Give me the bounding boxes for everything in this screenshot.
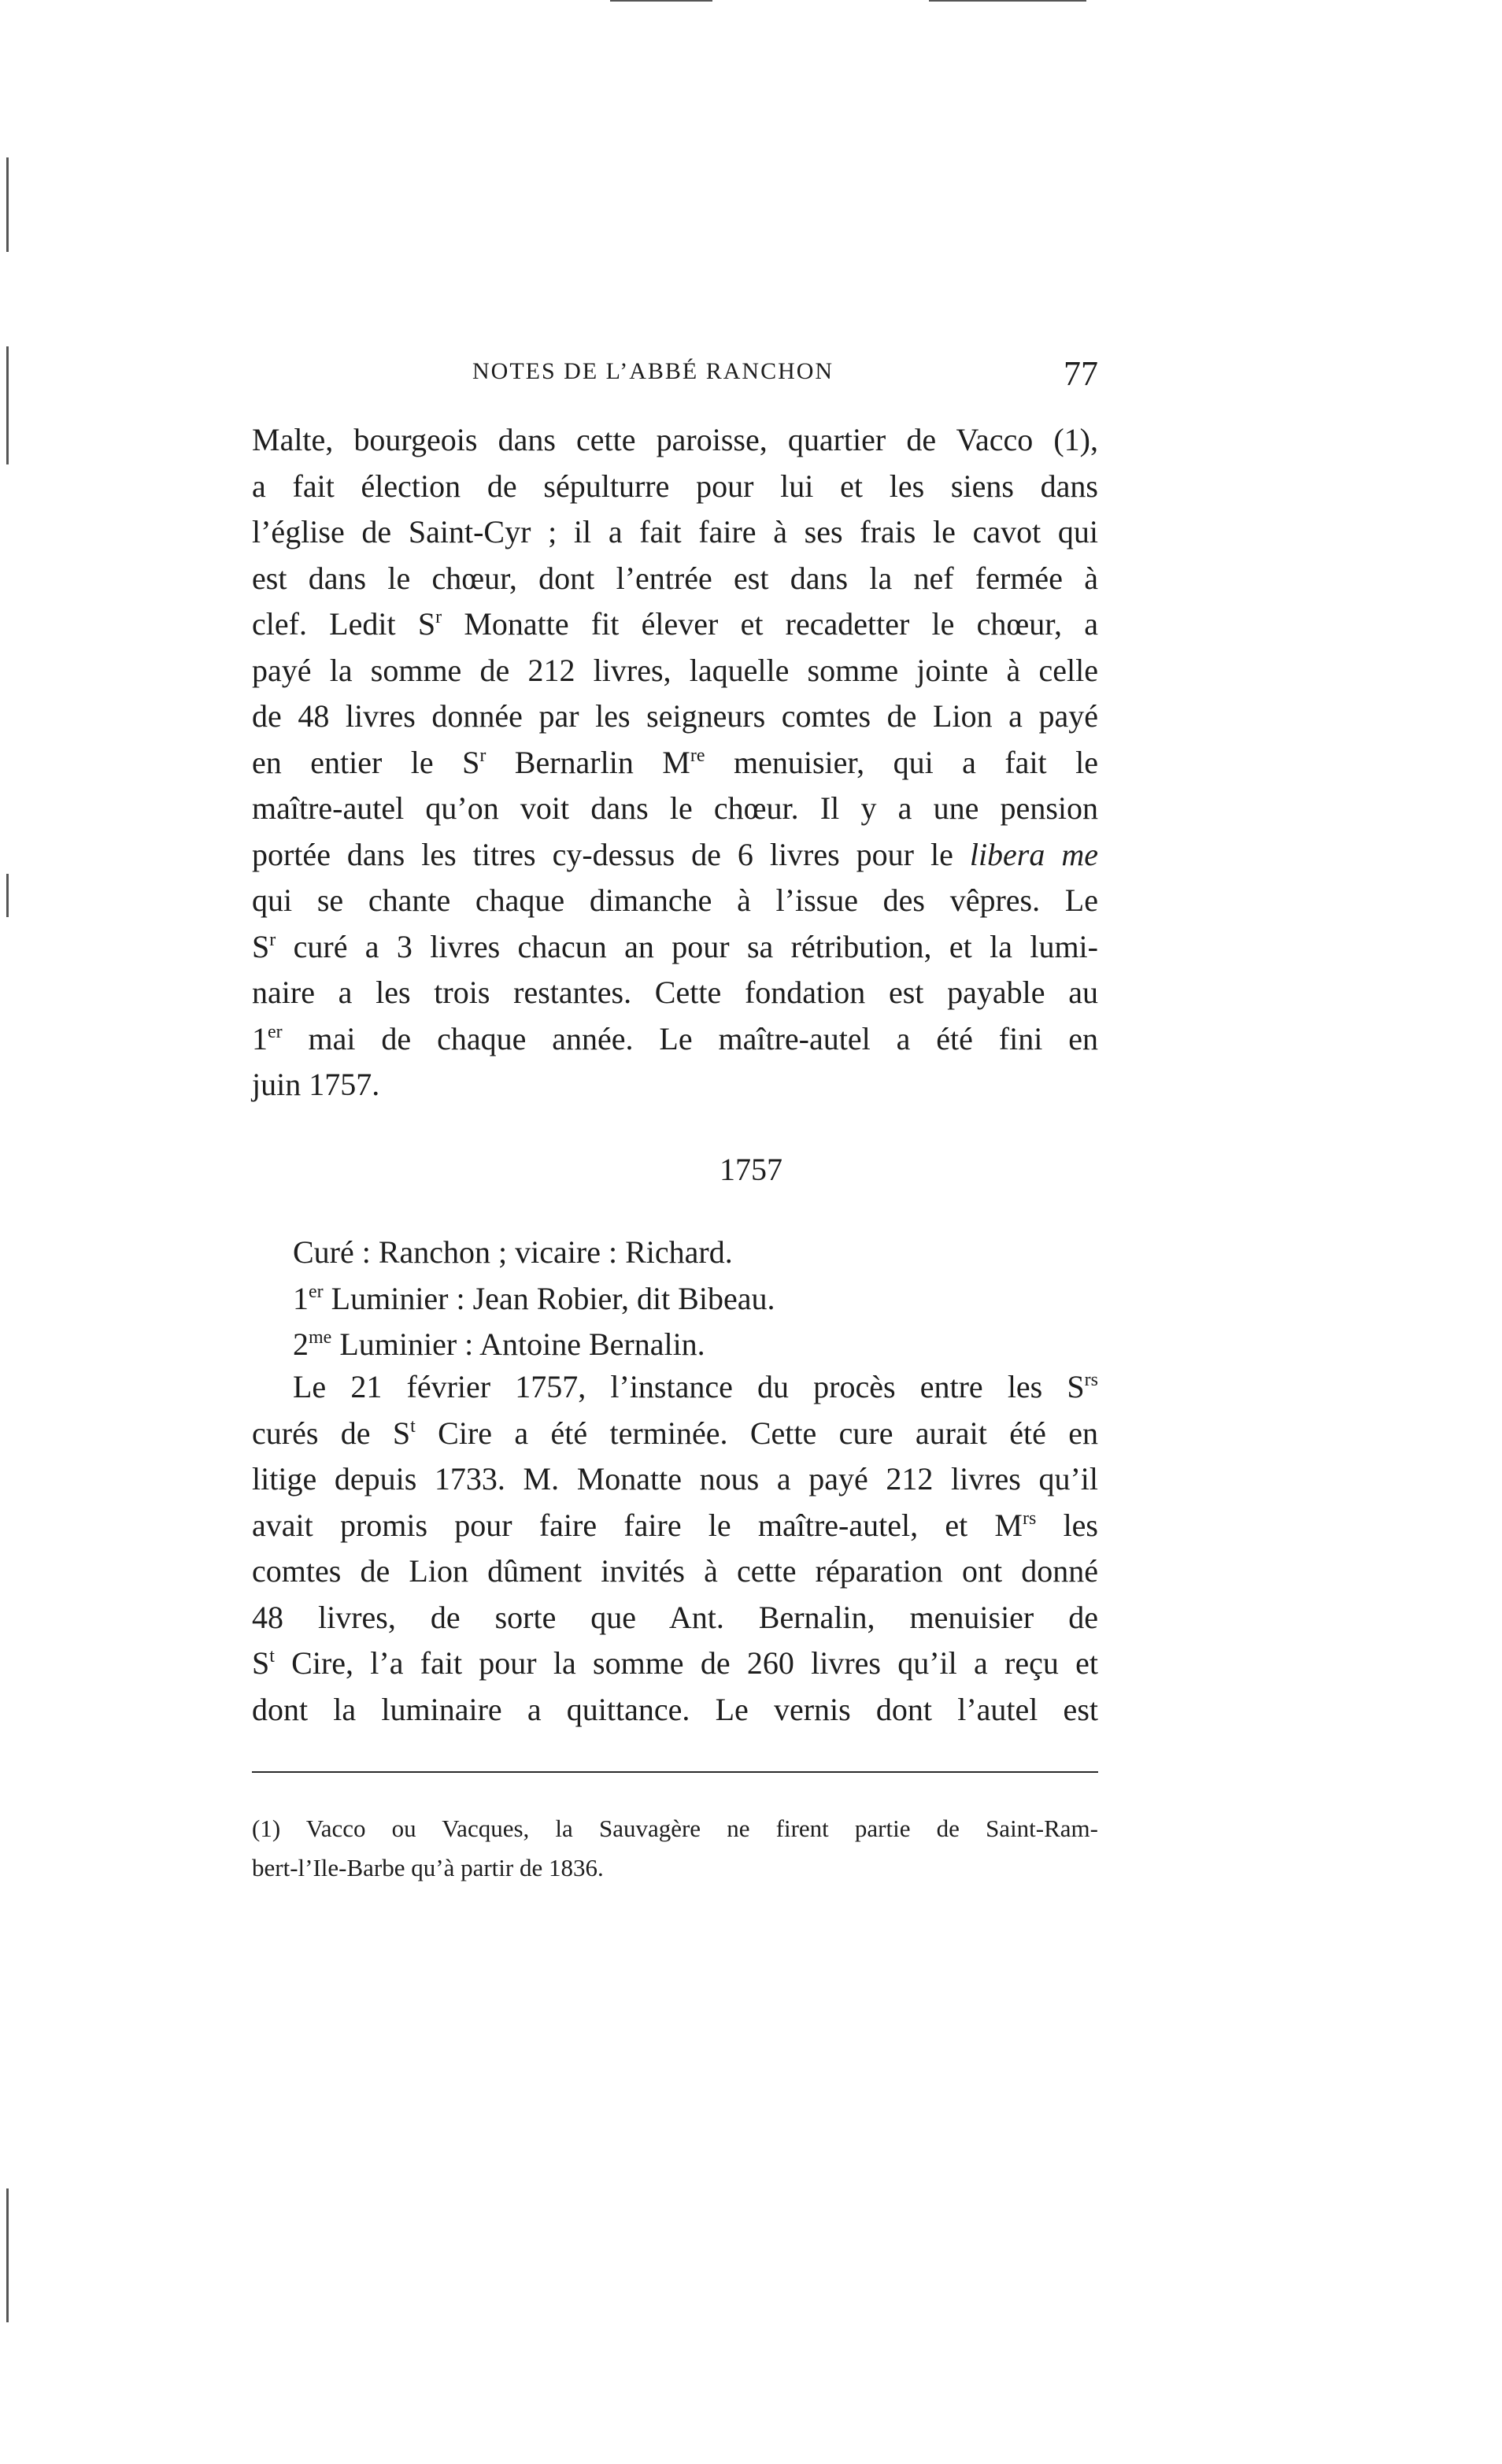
scan-edge-mark — [6, 346, 9, 464]
text-line: payé la somme de 212 livres, laquelle somme jointe à celle — [252, 652, 1098, 688]
text-line: $S^t$ Cire, l’a fait pour la somme de 260 livres qu’il a reçu et — [252, 1645, 1098, 1681]
text-line: 48 livres, de sorte que Ant. Bernalin, menuisier de — [252, 1599, 1098, 1635]
paragraph-1757 — [252, 1364, 1098, 1733]
year-heading: 1757 — [720, 1152, 782, 1187]
text-line: clef. Ledit $S^r$ Monatte fit élever et recadetter le chœur, a — [252, 606, 1098, 642]
scan-edge-mark — [929, 0, 1086, 2]
footnote-line: (1) Vacco ou Vacques, la Sauvagère ne firent partie de Saint-Ram- — [252, 1815, 1098, 1842]
running-title: NOTES DE L’ABBÉ RANCHON — [472, 358, 834, 384]
text-line: maître-autel qu’on voit dans le chœur. Il y a une pension — [252, 790, 1098, 826]
paragraph-continued — [252, 417, 1098, 1108]
text-line: Malte, bourgeois dans cette paroisse, quartier de Vacco (1), — [252, 422, 1098, 457]
scan-edge-mark — [6, 2188, 9, 2322]
scan-edge-mark — [6, 874, 9, 917]
footnote — [252, 1809, 1098, 1888]
text-line: de 48 livres donnée par les seigneurs comtes de Lion a payé — [252, 698, 1098, 734]
text-line: est dans le chœur, dont l’entrée est dans la nef fermée à — [252, 560, 1098, 596]
text-line: juin 1757. — [252, 1067, 380, 1102]
text-line: avait promis pour faire faire le maître-autel, et $M^{rs}$ les — [252, 1507, 1098, 1543]
footnote-rule — [252, 1771, 1098, 1773]
list-item: Curé : Ranchon ; vicaire : Richard. — [293, 1234, 733, 1270]
scan-edge-mark — [6, 157, 9, 252]
text-line: litige depuis 1733. M. Monatte nous a payé 212 livres qu’il — [252, 1461, 1098, 1497]
text-line: a fait élection de sépulturre pour lui et les siens dans — [252, 468, 1098, 504]
footnote-line: bert-l’Ile-Barbe qu’à partir de 1836. — [252, 1854, 604, 1881]
text-line: $S^r$ curé a 3 livres chacun an pour sa rétribution, et la lumi- — [252, 928, 1098, 964]
text-line: Le 21 février 1757, l’instance du procès entre les $S^{rs}$ — [293, 1369, 1098, 1404]
list-item: 1er Luminier : Jean Robier, dit Bibeau. — [293, 1280, 775, 1316]
text-line: 1er mai de chaque année. Le maître-autel a été fini en — [252, 1020, 1098, 1056]
officials-list — [252, 1230, 1098, 1368]
running-head — [252, 354, 1098, 405]
list-item: $2^{me}$ Luminier : Antoine Bernalin. — [293, 1326, 705, 1362]
text-line: dont la luminaire a quittance. Le vernis dont l’autel est — [252, 1691, 1098, 1727]
page-number: 77 — [1064, 354, 1098, 393]
scan-edge-mark — [610, 0, 712, 2]
text-line: qui se chante chaque dimanche à l’issue des vêpres. Le — [252, 882, 1098, 918]
text-line: curés de $S^t$ Cire a été terminée. Cette cure aurait été en — [252, 1415, 1098, 1451]
text-line: en entier le $S^r$ Bernarlin Mre menuisier, qui a fait le — [252, 744, 1098, 780]
text-line: portée dans les titres cy-dessus de 6 livres pour le libera me — [252, 836, 1098, 872]
text-line: comtes de Lion dûment invités à cette réparation ont donné — [252, 1553, 1098, 1589]
text-line: naire a les trois restantes. Cette fondation est payable au — [252, 975, 1098, 1010]
text-line: l’église de Saint-Cyr ; il a fait faire à ses frais le cavot qui — [252, 514, 1098, 549]
